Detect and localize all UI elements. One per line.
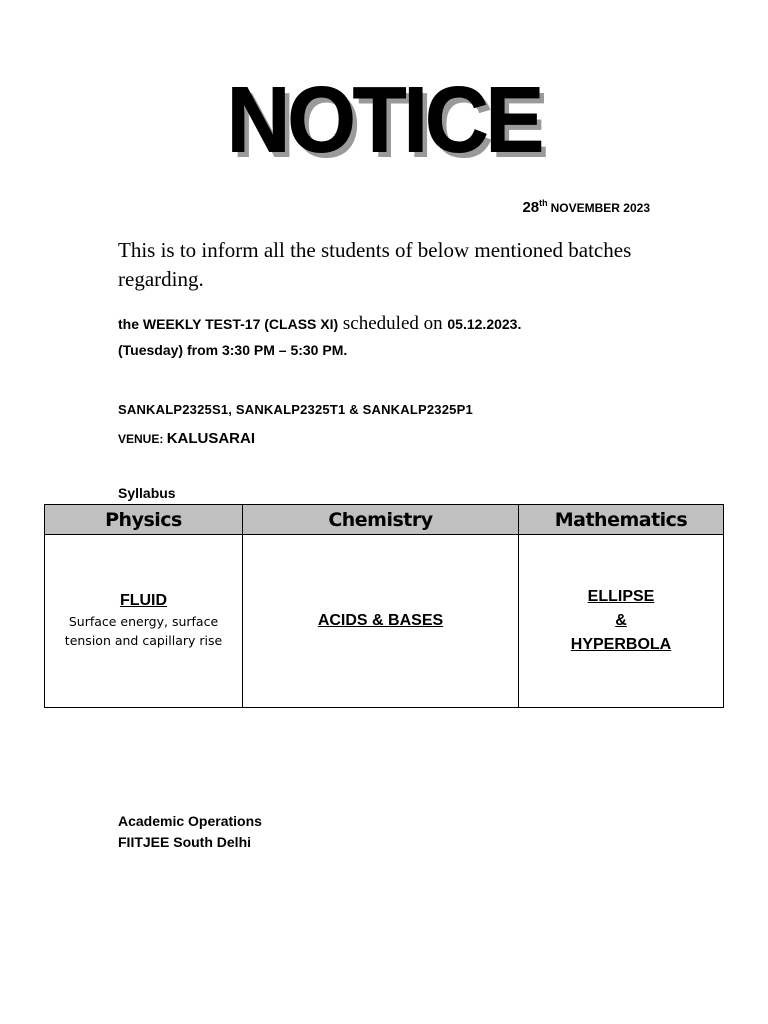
physics-topic: FLUID: [119, 592, 168, 609]
date-day: 28: [522, 199, 540, 216]
venue-value: KALUSARAI: [166, 430, 256, 447]
notice-date: [522, 198, 650, 216]
physics-details: Surface energy, surface tension and capillary rise: [64, 614, 223, 648]
mathematics-cell: [519, 535, 724, 708]
test-date: 05.12.2023.: [447, 316, 522, 332]
math-topic-and: &: [615, 612, 627, 629]
syllabus-content-row: [45, 535, 724, 708]
footer-organization: FIITJEE South Delhi: [118, 834, 252, 850]
header-physics: Physics: [45, 505, 243, 535]
header-chemistry: Chemistry: [243, 505, 519, 535]
syllabus-header-row: [45, 505, 724, 535]
physics-cell: [45, 535, 243, 708]
date-suffix: th: [539, 198, 548, 208]
date-month-year: NOVEMBER 2023: [550, 201, 650, 215]
math-topic-2: HYPERBOLA: [570, 636, 672, 653]
test-name: the WEEKLY TEST-17 (CLASS XI): [118, 316, 339, 332]
test-schedule-line: [118, 313, 521, 335]
syllabus-table: [44, 504, 724, 708]
header-mathematics: Mathematics: [519, 505, 724, 535]
math-topic-1: ELLIPSE: [587, 588, 655, 605]
test-scheduled-text: scheduled on: [338, 313, 448, 334]
batch-list: SANKALP2325S1, SANKALP2325T1 & SANKALP2325P1: [118, 402, 473, 417]
chemistry-topic: ACIDS & BASES: [317, 612, 444, 629]
venue: [118, 430, 255, 448]
intro-text: This is to inform all the students of below mentioned batches regarding.: [118, 238, 632, 291]
chemistry-cell: [243, 535, 519, 708]
notice-title: NOTICE: [226, 67, 542, 172]
venue-label: VENUE:: [118, 432, 167, 446]
syllabus-label: Syllabus: [118, 485, 176, 501]
test-time: (Tuesday) from 3:30 PM – 5:30 PM.: [118, 342, 348, 358]
footer-department: Academic Operations: [118, 813, 262, 829]
